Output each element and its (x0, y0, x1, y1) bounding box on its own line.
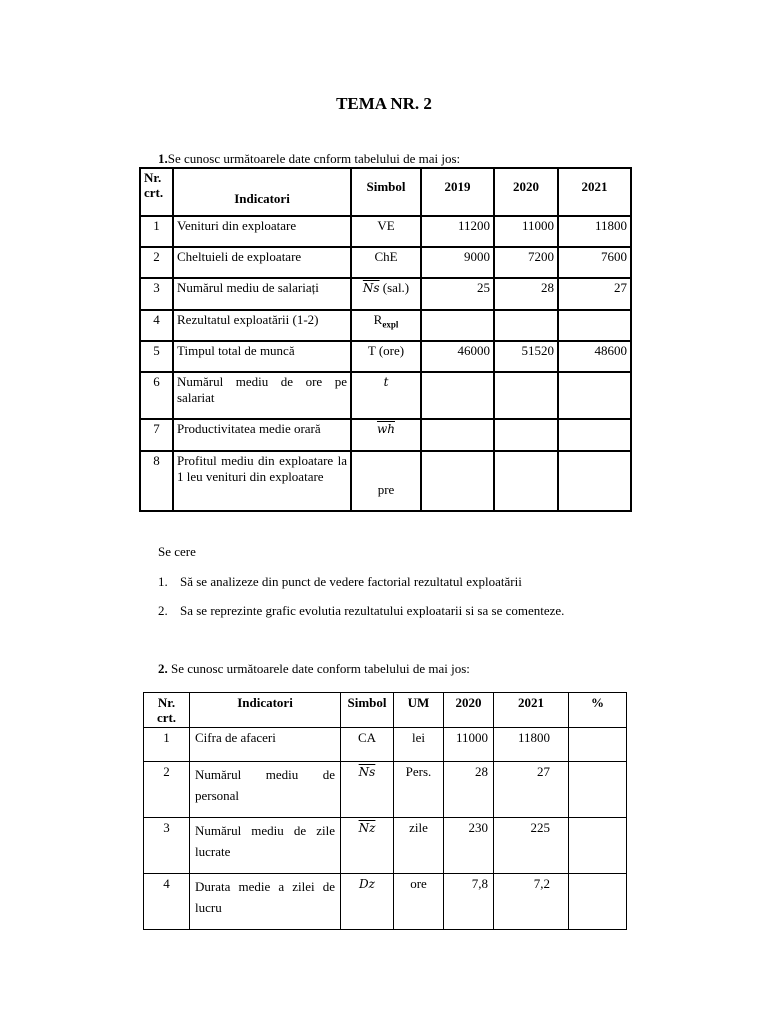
header-indicators: Indicatori (190, 693, 341, 728)
table-row (144, 762, 627, 818)
row-value-2020: 11000 (494, 216, 558, 247)
requirement-number: 2. (158, 603, 168, 618)
symbol-ns: $\overline{Ns}$ (358, 765, 376, 779)
symbol-r: R (373, 312, 383, 327)
row-value-2020: 28 (444, 762, 494, 818)
row-symbol (351, 419, 421, 451)
row-indicator: Venituri din exploatare (173, 216, 351, 247)
row-value-2019: 9000 (421, 247, 494, 278)
symbol-nz: $\overline{Nz}$ (358, 821, 376, 835)
section2-intro (158, 661, 470, 677)
row-value-2019: 11200 (421, 216, 494, 247)
table-row (144, 818, 627, 874)
table2-header-row (144, 693, 627, 728)
row-symbol: pre (351, 451, 421, 511)
row-value-2021: 27 (494, 762, 569, 818)
header-2021: 2021 (558, 168, 631, 216)
row-symbol (351, 310, 421, 341)
requirement-text: Să se analizeze din punct de vedere factorial rezultatul exploatării (180, 574, 522, 589)
row-value-2021: 225 (494, 818, 569, 874)
header-symbol: Simbol (341, 693, 394, 728)
row-nr: 3 (144, 818, 190, 874)
table-row (140, 451, 631, 511)
row-indicator: Rezultatul exploatării (1-2) (173, 310, 351, 341)
row-symbol (351, 372, 421, 419)
row-value-2021 (558, 372, 631, 419)
row-um: lei (394, 728, 444, 762)
row-um: zile (394, 818, 444, 874)
header-2020: 2020 (444, 693, 494, 728)
header-percent: % (569, 693, 627, 728)
row-symbol: CA (341, 728, 394, 762)
table-row (140, 372, 631, 419)
header-2020: 2020 (494, 168, 558, 216)
row-indicator: Numărul mediu de personal (190, 762, 341, 818)
row-value-2020: 230 (444, 818, 494, 874)
requirement-item (158, 574, 522, 590)
row-symbol (341, 762, 394, 818)
row-symbol: ChE (351, 247, 421, 278)
symbol-suffix: (sal.) (382, 280, 410, 295)
row-percent (569, 762, 627, 818)
section1-intro (158, 151, 460, 167)
row-value-2021 (558, 419, 631, 451)
table-row (140, 278, 631, 310)
row-indicator: Numărul mediu de zile lucrate (190, 818, 341, 874)
symbol-subscript: expl (382, 319, 399, 330)
row-value-2021: 27 (558, 278, 631, 310)
header-indicators: Indicatori (173, 168, 351, 216)
row-value-2021: 11800 (558, 216, 631, 247)
symbol-dz: Dz (359, 877, 375, 891)
symbol-ns: $\overline{Ns}$ (362, 281, 380, 295)
row-value-2021: 11800 (494, 728, 569, 762)
section1-number: 1. (158, 151, 168, 166)
row-indicator: Productivitatea medie orară (173, 419, 351, 451)
requirement-number: 1. (158, 574, 168, 589)
row-symbol: VE (351, 216, 421, 247)
requirements-intro: Se cere (158, 544, 196, 559)
row-symbol (351, 278, 421, 310)
requirement-item (158, 603, 564, 619)
table1-header-row (140, 168, 631, 216)
row-value-2021 (558, 310, 631, 341)
row-symbol: T (ore) (351, 341, 421, 372)
section2-intro-text: Se cunosc următoarele date conform tabelului de mai jos: (171, 661, 470, 676)
row-nr: 4 (140, 310, 173, 341)
row-indicator: Numărul mediu de ore pe salariat (173, 372, 351, 419)
table-row (140, 216, 631, 247)
section1-intro-text: Se cunosc următoarele date cnform tabelului de mai jos: (167, 151, 461, 166)
header-2021: 2021 (494, 693, 569, 728)
row-value-2021: 7600 (558, 247, 631, 278)
row-value-2020 (494, 310, 558, 341)
row-value-2020 (494, 419, 558, 451)
row-um: Pers. (394, 762, 444, 818)
row-nr: 5 (140, 341, 173, 372)
header-nr: Nr. crt. (140, 168, 173, 216)
row-indicator: Cifra de afaceri (190, 728, 341, 762)
header-nr: Nr. crt. (144, 693, 190, 728)
row-value-2019 (421, 419, 494, 451)
indicators-table-2 (143, 692, 627, 930)
row-value-2021 (558, 451, 631, 511)
row-nr: 1 (144, 728, 190, 762)
row-nr: 4 (144, 874, 190, 930)
table-row (140, 341, 631, 372)
row-symbol (341, 818, 394, 874)
row-percent (569, 818, 627, 874)
section2-number: 2. (158, 661, 168, 676)
row-indicator: Numărul mediu de salariați (173, 278, 351, 310)
table-row (144, 874, 627, 930)
row-nr: 2 (144, 762, 190, 818)
row-indicator: Profitul mediu din exploatare la 1 leu venituri din exploatare (173, 451, 351, 511)
row-indicator: Timpul total de muncă (173, 341, 351, 372)
row-value-2020: 11000 (444, 728, 494, 762)
row-value-2020: 7200 (494, 247, 558, 278)
row-nr: 1 (140, 216, 173, 247)
table-row (144, 728, 627, 762)
row-value-2019 (421, 451, 494, 511)
row-nr: 8 (140, 451, 173, 511)
row-value-2019: 46000 (421, 341, 494, 372)
table-row (140, 419, 631, 451)
symbol-wh: $\overline{wh}$ (377, 422, 395, 436)
row-percent (569, 728, 627, 762)
row-value-2019 (421, 310, 494, 341)
row-symbol (341, 874, 394, 930)
row-um: ore (394, 874, 444, 930)
table-row (140, 310, 631, 341)
indicators-table-1 (139, 167, 632, 512)
row-nr: 3 (140, 278, 173, 310)
header-symbol: Simbol (351, 168, 421, 216)
requirement-text: Sa se reprezinte grafic evolutia rezultatului exploatarii si sa se comenteze. (180, 603, 565, 618)
row-nr: 2 (140, 247, 173, 278)
row-indicator: Durata medie a zilei de lucru (190, 874, 341, 930)
row-value-2020: 7,8 (444, 874, 494, 930)
row-value-2020: 51520 (494, 341, 558, 372)
row-value-2021: 48600 (558, 341, 631, 372)
row-value-2020: 28 (494, 278, 558, 310)
row-value-2020 (494, 451, 558, 511)
row-value-2021: 7,2 (494, 874, 569, 930)
row-indicator: Cheltuieli de exploatare (173, 247, 351, 278)
header-2019: 2019 (421, 168, 494, 216)
header-um: UM (394, 693, 444, 728)
row-value-2019 (421, 372, 494, 419)
row-nr: 7 (140, 419, 173, 451)
row-value-2019: 25 (421, 278, 494, 310)
row-percent (569, 874, 627, 930)
page-title: TEMA NR. 2 (336, 94, 432, 113)
table-row (140, 247, 631, 278)
symbol-t: t (383, 375, 389, 389)
row-value-2020 (494, 372, 558, 419)
row-nr: 6 (140, 372, 173, 419)
